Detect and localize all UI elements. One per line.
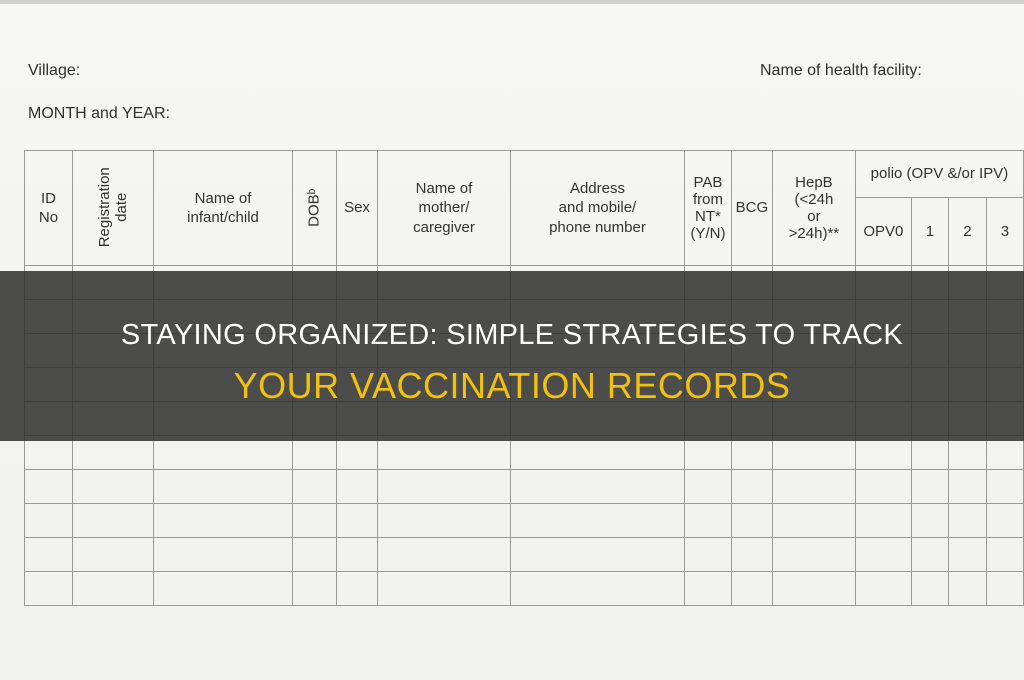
table-row xyxy=(25,538,1024,572)
table-cell[interactable] xyxy=(855,538,911,572)
table-cell[interactable] xyxy=(855,504,911,538)
table-cell[interactable] xyxy=(293,504,337,538)
table-cell[interactable] xyxy=(684,504,731,538)
table-row xyxy=(25,504,1024,538)
table-cell[interactable] xyxy=(948,504,986,538)
header-sex: Sex xyxy=(337,151,378,266)
table-cell[interactable] xyxy=(731,504,772,538)
table-cell[interactable] xyxy=(377,470,510,504)
month-year-label: MONTH and YEAR: xyxy=(28,105,170,122)
table-cell[interactable] xyxy=(772,538,855,572)
table-cell[interactable] xyxy=(855,572,911,606)
header-polio-2: 2 xyxy=(948,198,986,266)
table-cell[interactable] xyxy=(911,470,948,504)
table-cell[interactable] xyxy=(911,504,948,538)
table-cell[interactable] xyxy=(855,470,911,504)
table-cell[interactable] xyxy=(986,504,1023,538)
table-cell[interactable] xyxy=(154,572,293,606)
header-id-no: ID No xyxy=(25,151,73,266)
table-cell[interactable] xyxy=(731,470,772,504)
table-cell[interactable] xyxy=(377,504,510,538)
table-cell[interactable] xyxy=(911,538,948,572)
table-cell[interactable] xyxy=(948,470,986,504)
table-cell[interactable] xyxy=(154,504,293,538)
table-cell[interactable] xyxy=(154,470,293,504)
header-dob: DOBᵇ xyxy=(293,151,337,266)
title-banner xyxy=(0,271,1024,441)
table-cell[interactable] xyxy=(911,572,948,606)
table-cell[interactable] xyxy=(510,504,684,538)
header-address: Address and mobile/ phone number xyxy=(510,151,684,266)
top-rule xyxy=(0,0,1024,4)
table-cell[interactable] xyxy=(948,538,986,572)
header-pab: PAB from NT* (Y/N) xyxy=(684,151,731,266)
table-cell[interactable] xyxy=(510,470,684,504)
table-cell[interactable] xyxy=(337,470,378,504)
table-cell[interactable] xyxy=(25,504,73,538)
table-cell[interactable] xyxy=(337,504,378,538)
table-cell[interactable] xyxy=(510,572,684,606)
header-polio-opv0: OPV0 xyxy=(855,198,911,266)
table-cell[interactable] xyxy=(72,538,153,572)
table-cell[interactable] xyxy=(337,572,378,606)
table-cell[interactable] xyxy=(377,538,510,572)
table-cell[interactable] xyxy=(154,538,293,572)
table-cell[interactable] xyxy=(772,572,855,606)
table-cell[interactable] xyxy=(377,572,510,606)
table-cell[interactable] xyxy=(25,538,73,572)
table-cell[interactable] xyxy=(986,470,1023,504)
table-cell[interactable] xyxy=(772,504,855,538)
table-row xyxy=(25,470,1024,504)
table-cell[interactable] xyxy=(948,572,986,606)
table-row xyxy=(25,572,1024,606)
table-cell[interactable] xyxy=(772,470,855,504)
banner-title-line2: YOUR VACCINATION RECORDS xyxy=(233,365,791,406)
header-polio-3: 3 xyxy=(986,198,1023,266)
table-cell[interactable] xyxy=(684,572,731,606)
village-label: Village: xyxy=(28,62,81,79)
table-cell[interactable] xyxy=(986,538,1023,572)
header-hepb: HepB (<24h or >24h)** xyxy=(772,151,855,266)
table-cell[interactable] xyxy=(731,572,772,606)
health-facility-label: Name of health facility: xyxy=(760,62,922,79)
table-cell[interactable] xyxy=(293,538,337,572)
header-infant-name: Name of infant/child xyxy=(154,151,293,266)
table-cell[interactable] xyxy=(684,470,731,504)
table-cell[interactable] xyxy=(72,470,153,504)
table-cell[interactable] xyxy=(510,538,684,572)
table-cell[interactable] xyxy=(684,538,731,572)
header-bcg: BCG xyxy=(731,151,772,266)
table-cell[interactable] xyxy=(731,538,772,572)
table-cell[interactable] xyxy=(25,572,73,606)
header-polio-1: 1 xyxy=(911,198,948,266)
table-cell[interactable] xyxy=(72,504,153,538)
table-cell[interactable] xyxy=(337,538,378,572)
table-cell[interactable] xyxy=(986,572,1023,606)
table-cell[interactable] xyxy=(293,572,337,606)
table-cell[interactable] xyxy=(25,470,73,504)
header-registration-date: Registration date xyxy=(72,151,153,266)
table-cell[interactable] xyxy=(72,572,153,606)
header-polio: polio (OPV &/or IPV) xyxy=(855,151,1023,198)
table-cell[interactable] xyxy=(293,470,337,504)
header-mother-name: Name of mother/ caregiver xyxy=(377,151,510,266)
banner-title-line1: STAYING ORGANIZED: SIMPLE STRATEGIES TO TRACK xyxy=(120,319,904,351)
